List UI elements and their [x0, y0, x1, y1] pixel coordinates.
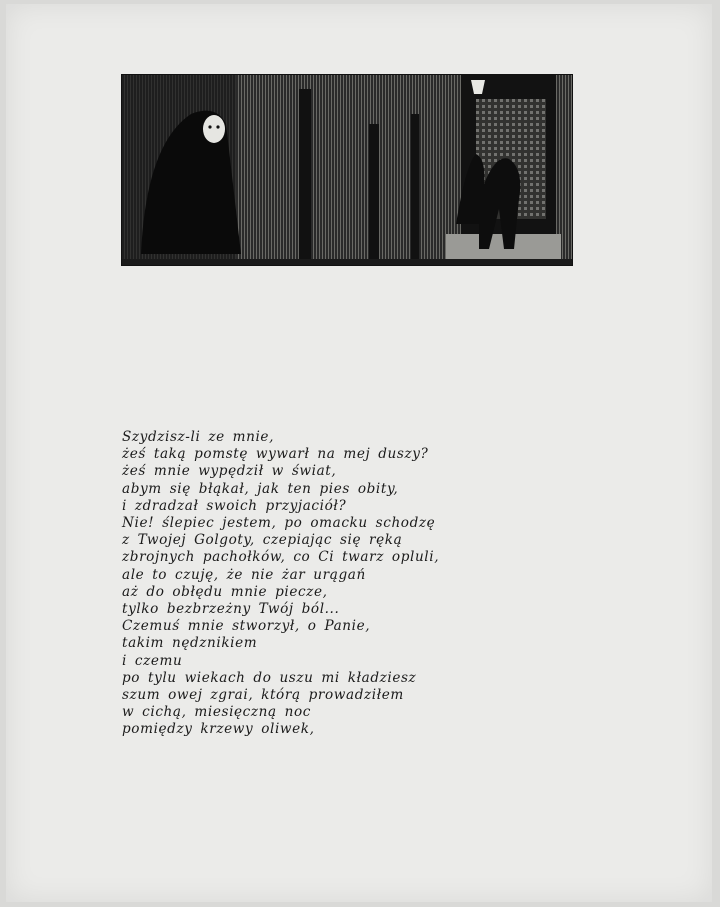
woodcut-illustration [121, 74, 573, 266]
poem-line: pomiędzy krzewy oliwek, [122, 721, 315, 738]
poem-line: szum owej zgrai, którą prowadziłem [122, 687, 404, 704]
poem-line: żeś taką pomstę wywarł na mej duszy? [122, 446, 429, 463]
poem-line: Szydzisz-li ze mnie, [122, 429, 274, 445]
poem-line: zbrojnych pachołków, co Ci twarz opluli, [122, 549, 440, 566]
poem-line: tylko bezbrzeżny Twój ból... [122, 601, 340, 618]
book-page [6, 4, 712, 902]
poem-line: Nie! ślepiec jestem, po omacku schodzę [122, 515, 436, 532]
poem-line: aż do obłędu mnie piecze, [122, 583, 328, 600]
poem-line: z Twojej Golgoty, czepiając się ręką [122, 532, 403, 549]
poem-line: abym się błąkał, jak ten pies obity, [122, 480, 399, 497]
poem-text [122, 429, 439, 739]
poem-line: takim nędznikiem [122, 635, 258, 652]
poem-line: w cichą, miesięczną noc [122, 704, 311, 721]
poem-line: po tylu wiekach do uszu mi kładziesz [122, 669, 417, 686]
poem-line: ale to czuję, że nie żar urągań [122, 566, 366, 583]
poem-line: i zdradzał swoich przyjaciół? [122, 497, 347, 514]
poem-line: i czemu [122, 652, 183, 669]
poem-line: żeś mnie wypędził w świat, [122, 463, 337, 480]
poem-line: Czemuś mnie stworzył, o Panie, [122, 618, 371, 635]
